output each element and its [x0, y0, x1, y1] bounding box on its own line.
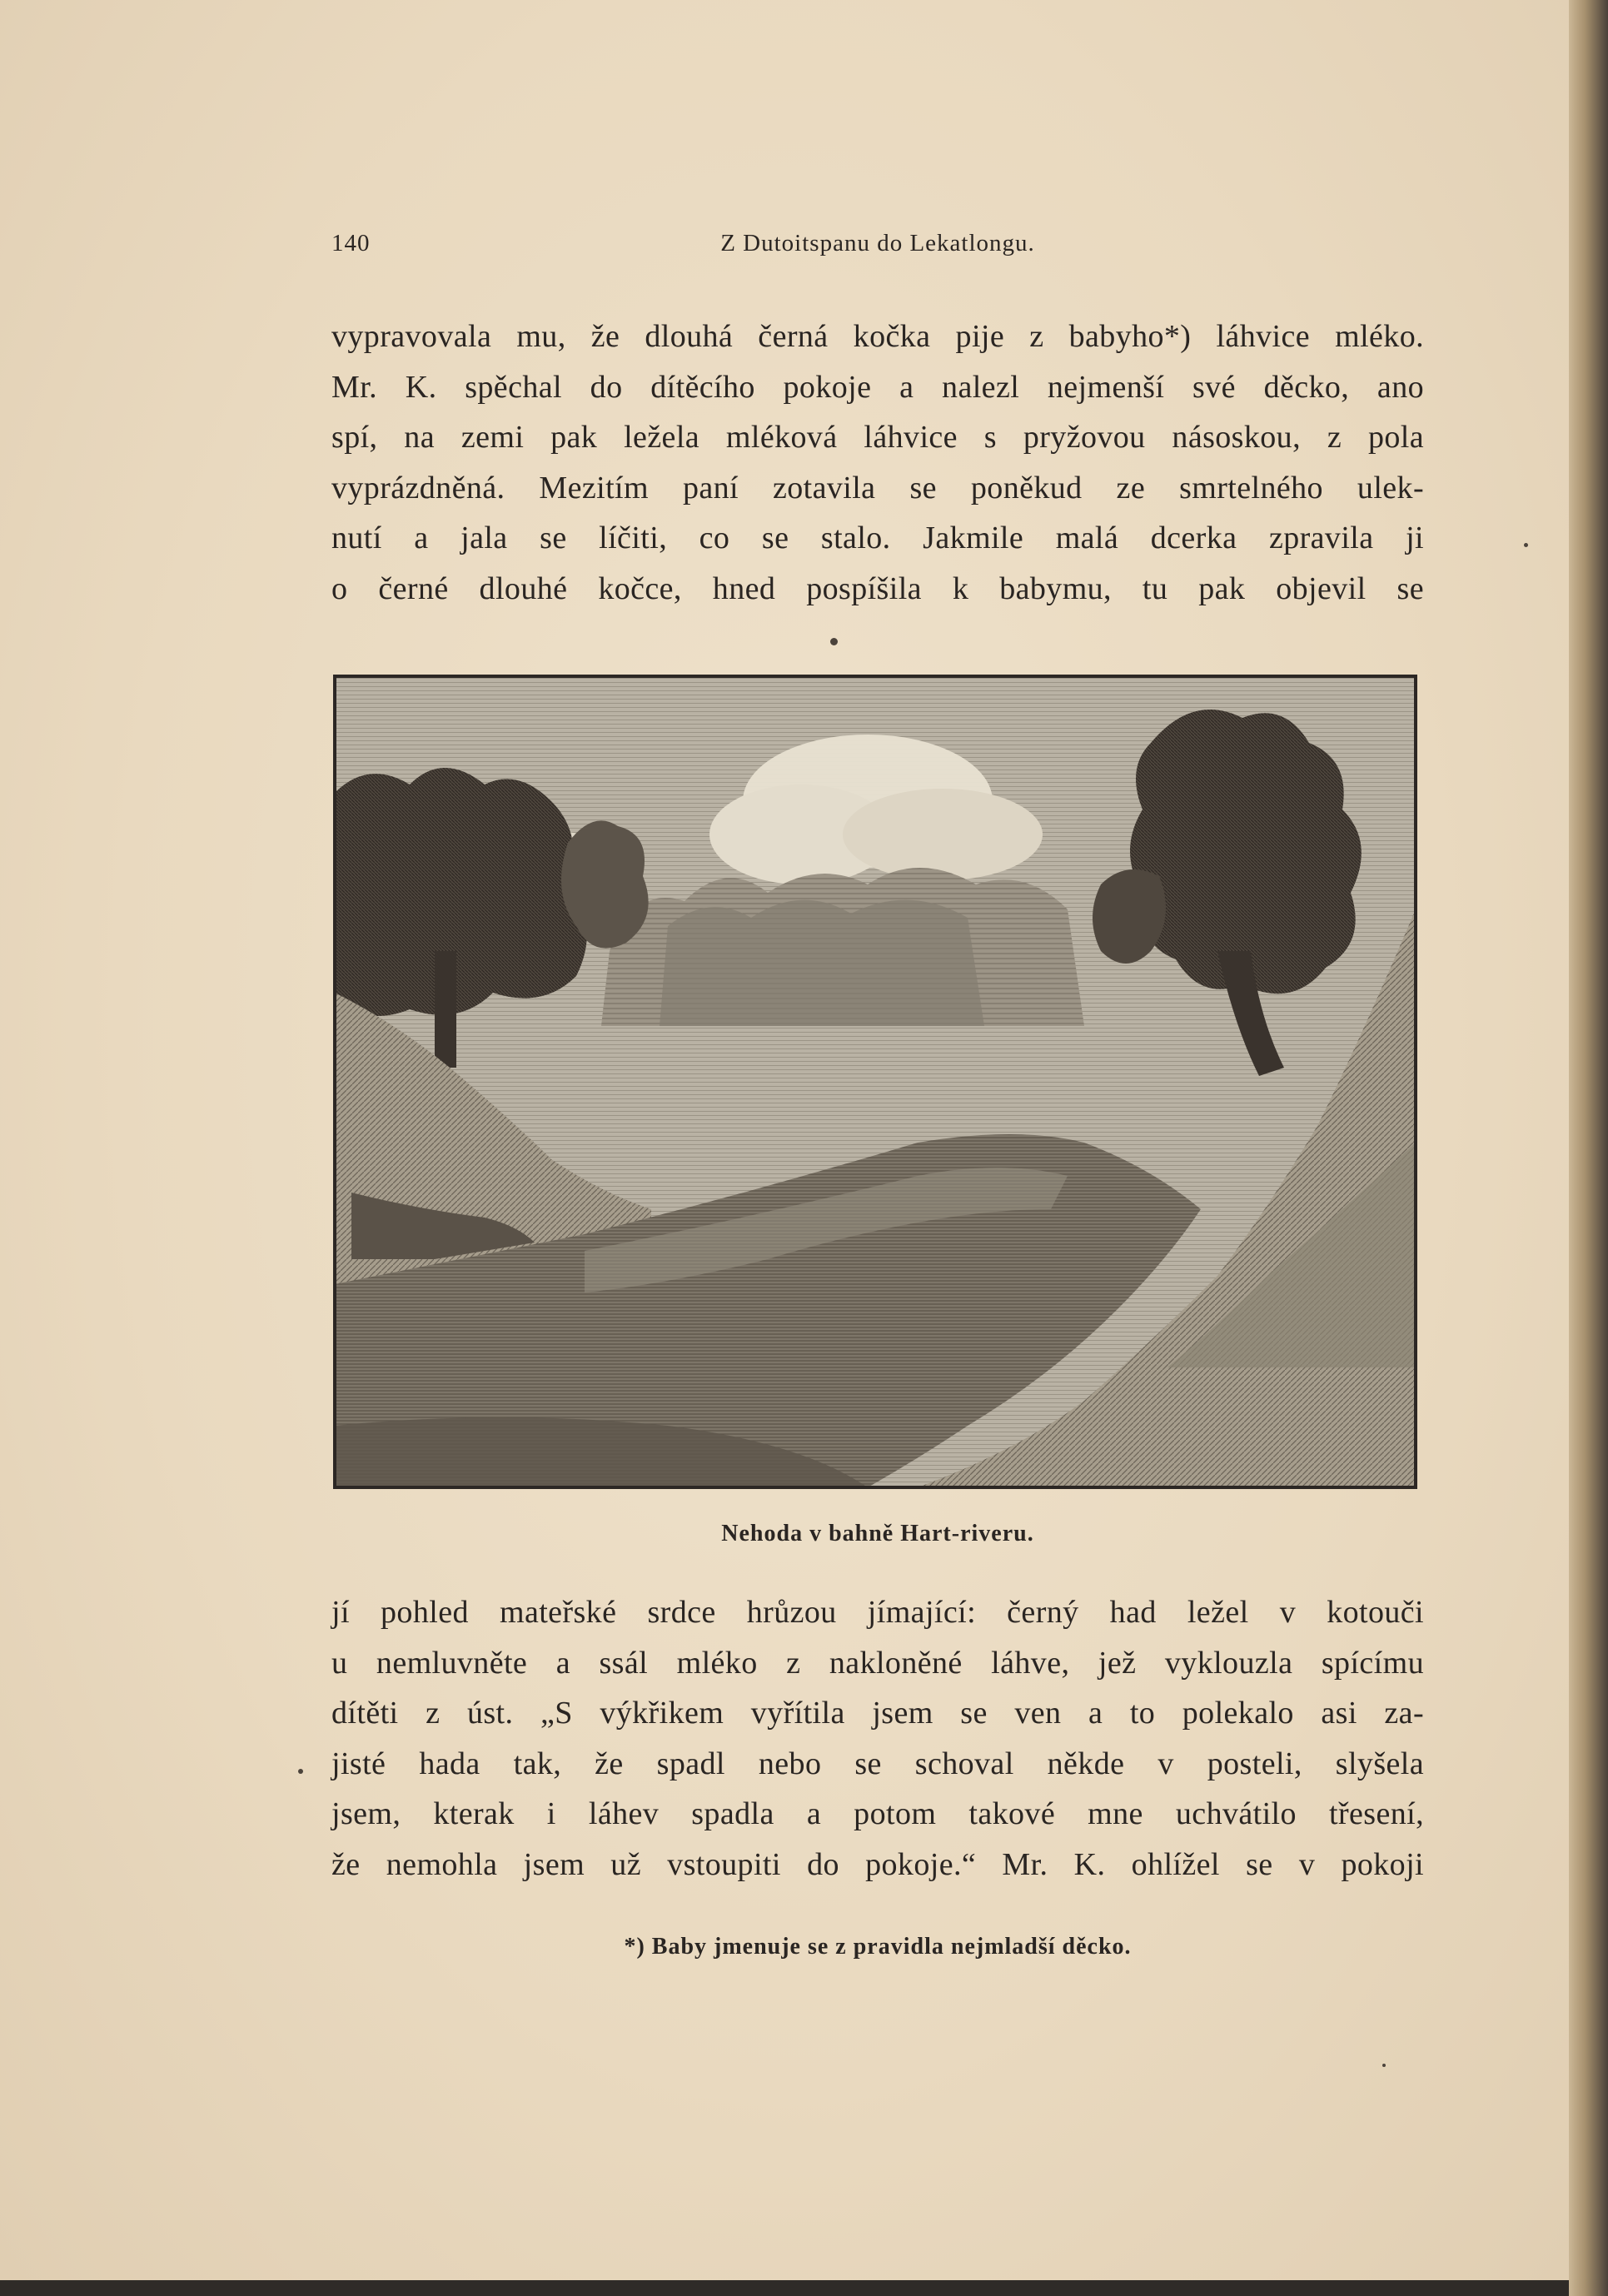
river-landscape-engraving — [335, 676, 1416, 1487]
text-line: že nemohla jsem už vstoupiti do pokoje.“ Mr. K. ohlížel se v pokoji — [331, 1846, 1424, 1882]
text-line: Mr. K. spěchal do dítěcího pokoje a nalezl nejmenší své děcko, ano — [331, 369, 1424, 405]
page-bottom-edge — [0, 2280, 1569, 2296]
text-block-bottom — [331, 1587, 1424, 1890]
text-line: o černé dlouhé kočce, hned pospíšila k babymu, tu pak objevil se — [331, 570, 1424, 606]
text-line: jsem, kterak i láhev spadla a potom takové mne uchvátilo třesení, — [331, 1796, 1424, 1831]
text-line: u nemluvněte a ssál mléko z nakloněné láhve, jež vyklouzla spícímu — [331, 1645, 1424, 1681]
text-block-top — [331, 311, 1424, 614]
text-line: jisté hada tak, že spadl nebo se schoval někde v posteli, slyšela — [331, 1746, 1424, 1781]
engraving-illustration — [333, 675, 1417, 1489]
text-line: jí pohled mateřské srdce hrůzou jímající: černý had ležel v kotouči — [331, 1595, 1424, 1630]
running-head — [331, 230, 1424, 263]
print-speck — [1524, 543, 1528, 547]
text-line: dítěti z úst. „S výkřikem vyřítila jsem se ven a to polekalo asi za- — [331, 1696, 1424, 1731]
text-line: vyprázdněná. Mezitím paní zotavila se poněkud ze smrtelného ulek- — [331, 470, 1424, 506]
text-line: nutí a jala se líčiti, co se stalo. Jakmile malá dcerka zpravila ji — [331, 520, 1424, 555]
footnote: *) Baby jmenuje se z pravidla nejmladší děcko. — [624, 1934, 1132, 1960]
running-title: Z Dutoitspanu do Lekatlongu. — [720, 230, 1035, 256]
page-number: 140 — [331, 230, 371, 256]
figure-caption: Nehoda v bahně Hart-riveru. — [721, 1521, 1034, 1546]
book-spine-shadow — [1569, 0, 1608, 2296]
text-line: spí, na zemi pak ležela mléková láhvice s pryžovou násoskou, z pola — [331, 420, 1424, 455]
print-speck — [298, 1769, 303, 1774]
print-speck — [830, 638, 838, 645]
print-speck — [1382, 2064, 1386, 2067]
text-line: vypravovala mu, že dlouhá černá kočka pije z babyho*) láhvice mléko. — [331, 319, 1424, 354]
